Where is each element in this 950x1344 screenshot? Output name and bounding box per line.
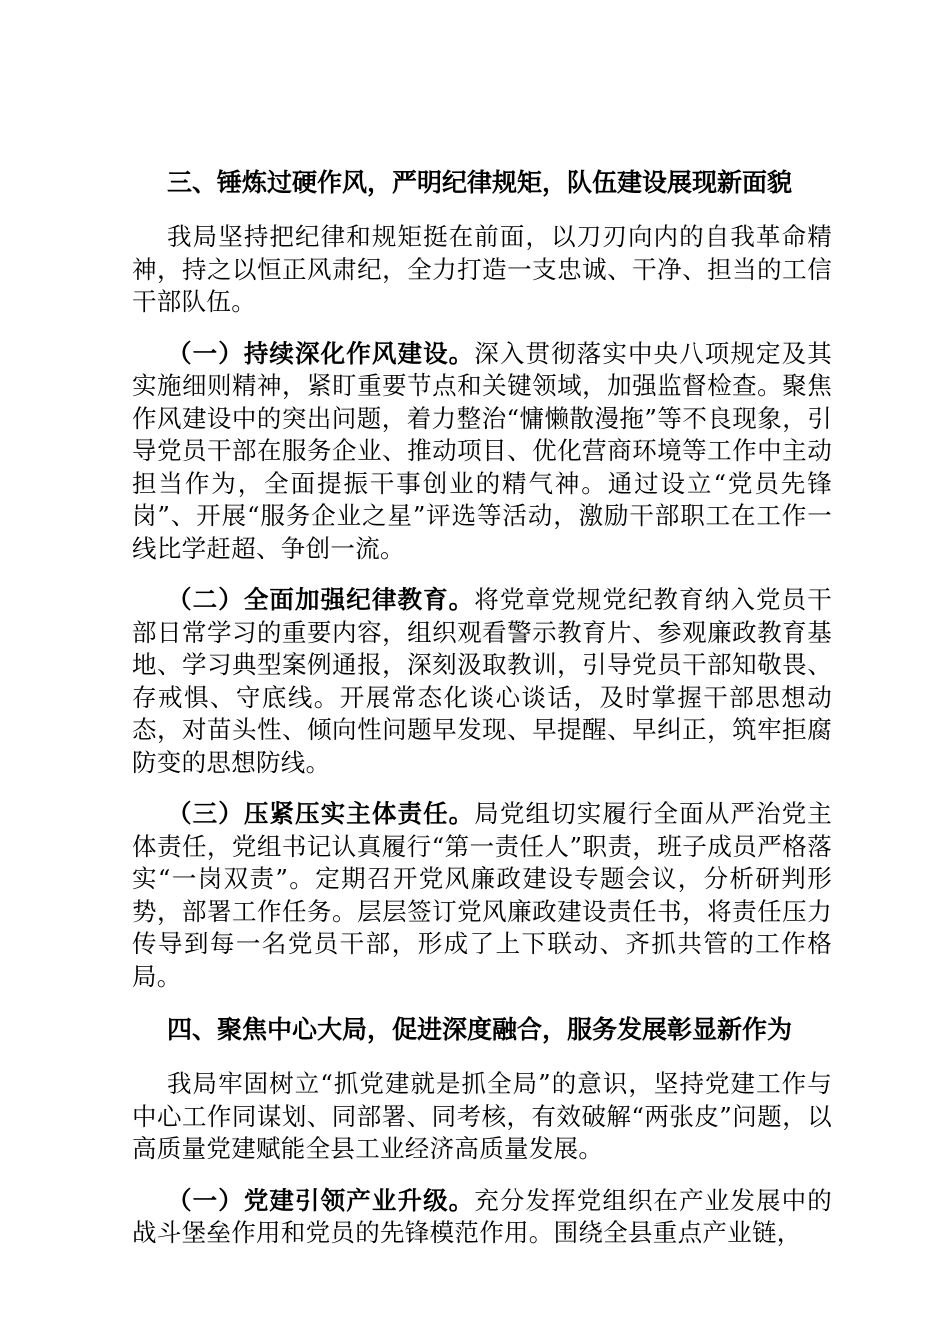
section-3-item-1: [132, 338, 832, 566]
item-text: 局党组切实履行全面从严治党主体责任，党组书记认真履行“第一责任人”职责，班子成员严格落实“一岗双责”。定期召开党风廉政建设专题会议，分析研判形势，部署工作任务。层层签订党风廉政建设责任书，将责任压力传导到每一名党员干部，形成了上下联动、齐抓共管的工作格局。: [132, 799, 832, 991]
item-text: 充分发挥党组织在产业发展中的战斗堡垒作用和党员的先锋模范作用。围绕全县重点产业链，: [132, 1185, 832, 1247]
section-3-intro: 我局坚持把纪律和规矩挺在前面，以刀刃向内的自我革命精神，持之以恒正风肃纪，全力打造一支忠诚、干净、担当的工信干部队伍。: [132, 222, 832, 316]
item-lead: （三）压紧压实主体责任。: [167, 799, 475, 828]
item-text: 将党章党规党纪教育纳入党员干部日常学习的重要内容，组织观看警示教育片、参观廉政教育基地、学习典型案例通报，深刻汲取教训，引导党员干部知敬畏、存戒惧、守底线。开展常态化谈心谈话，及时掌握干部思想动态，对苗头性、倾向性问题早发现、早提醒、早纠正，筑牢拒腐防变的思想防线。: [132, 585, 832, 777]
item-lead: （二）全面加强纪律教育。: [167, 585, 475, 614]
section-4-intro: 我局牢固树立“抓党建就是抓全局”的意识，坚持党建工作与中心工作同谋划、同部署、同考核，有效破解“两张皮”问题，以高质量党建赋能全县工业经济高质量发展。: [132, 1069, 832, 1163]
section-3-item-3: [132, 798, 832, 993]
section-4-item-1: [132, 1185, 832, 1250]
item-lead: （一）党建引领产业升级。: [167, 1185, 475, 1215]
item-text: 深入贯彻落实中央八项规定及其实施细则精神，紧盯重要节点和关键领域，加强监督检查。聚焦作风建设中的突出问题，着力整治“慵懒散漫拖”等不良现象，引导党员干部在服务企业、推动项目、优化营商环境等工作中主动担当作为，全面提振干事创业的精气神。通过设立“党员先锋岗”、开展“服务企业之星”评选等活动，激励干部职工在工作一线比学赶超、争创一流。: [132, 338, 832, 563]
section-3-heading: 三、锤炼过硬作风，严明纪律规矩，队伍建设展现新面貌: [167, 168, 793, 197]
item-lead: （一）持续深化作风建设。: [167, 338, 475, 368]
section-4-heading: 四、聚焦中心大局，促进深度融合，服务发展彰显新作为: [167, 1015, 793, 1044]
section-3-item-2: [132, 584, 832, 779]
document-body: [132, 165, 832, 1250]
